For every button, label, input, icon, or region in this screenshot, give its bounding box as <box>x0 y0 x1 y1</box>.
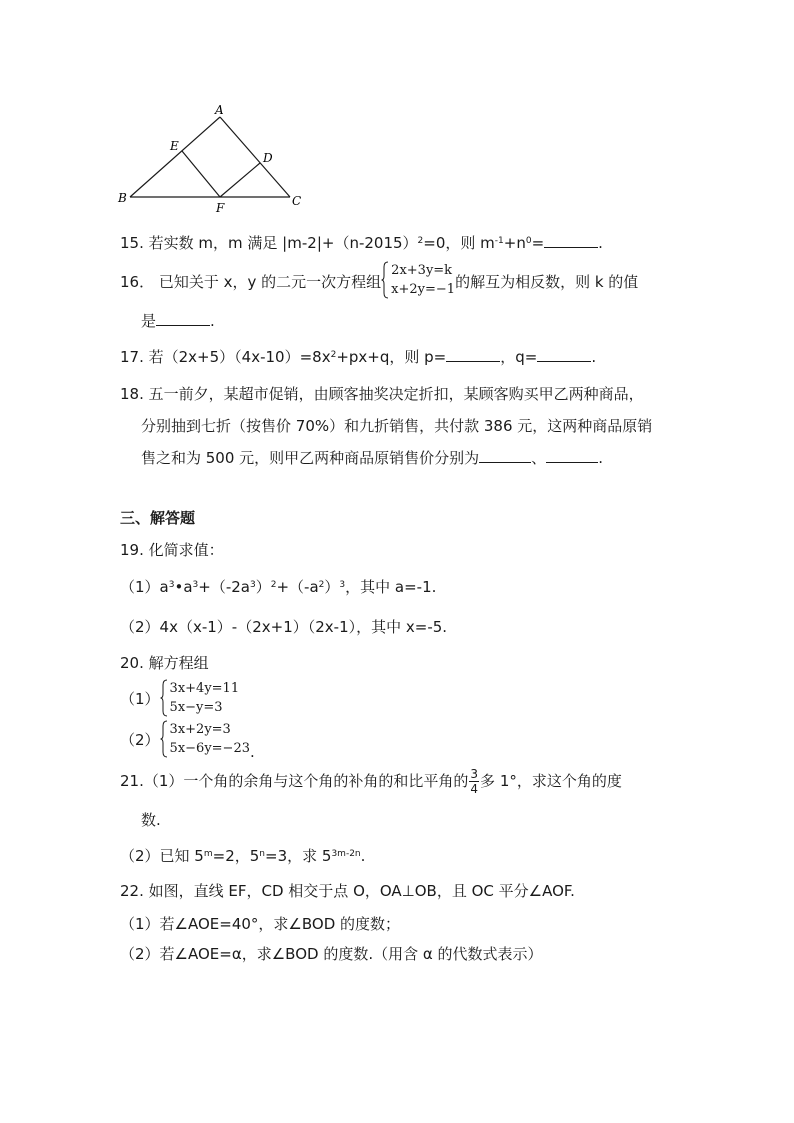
fraction-denominator: 4 <box>470 782 479 796</box>
answer-blank[interactable] <box>479 448 531 463</box>
brace-icon <box>160 720 168 758</box>
question-text: ，q= <box>500 348 538 366</box>
answer-blank[interactable] <box>156 311 210 326</box>
exponent: n <box>259 849 266 859</box>
question-16 <box>120 262 638 302</box>
question-text: 的解互为相反数，则 k 的值 <box>455 273 639 291</box>
segment-ac <box>220 117 290 197</box>
segment-ab <box>130 117 220 197</box>
question-18 <box>120 384 644 404</box>
question-19-part-1 <box>120 577 436 597</box>
period: . <box>249 743 255 761</box>
segment-ef <box>182 151 220 197</box>
exponent: 2 <box>318 580 325 590</box>
question-20 <box>120 653 209 673</box>
question-text: 化简求值： <box>148 541 224 559</box>
question-text: 五一前夕，某超市促销，由顾客抽奖决定折扣，某顾客购买甲乙两种商品， <box>148 385 644 403</box>
abs-inner: m-2 <box>287 234 317 252</box>
equation-system <box>160 720 250 758</box>
equation-line: 2x+3y=k <box>391 262 453 278</box>
answer-blank[interactable] <box>546 448 598 463</box>
label-a: A <box>215 103 224 117</box>
question-text: 分别抽到七折（按售价 70%）和九折销售，共付款 386 元，这两种商品原销 <box>141 417 653 435</box>
question-18-line-2 <box>141 416 652 436</box>
question-text: 售之和为 500 元，则甲乙两种商品原销售价分别为 <box>141 449 480 467</box>
label-b: B <box>118 191 127 205</box>
question-text: = <box>531 234 545 252</box>
question-number: 20. <box>120 654 144 672</box>
label-e: E <box>170 139 179 153</box>
label-c: C <box>292 194 302 208</box>
expr: +（-2a <box>198 578 250 596</box>
question-20-part-1 <box>120 679 239 719</box>
fraction-numerator: 3 <box>470 767 479 781</box>
equation-system <box>381 261 455 299</box>
question-text: 已知关于 x，y 的二元一次方程组 <box>158 273 382 291</box>
exponent: 2 <box>417 236 424 246</box>
question-text: 若实数 m，m 满足 <box>148 234 283 252</box>
expr: ，其中 a=-1. <box>345 578 437 596</box>
equation-line: x+2y=−1 <box>391 281 456 297</box>
answer-blank-q[interactable] <box>537 347 591 362</box>
question-number: 15. <box>120 234 144 252</box>
question-18-line-3 <box>141 448 603 468</box>
equation-line: 3x+2y=3 <box>169 721 231 737</box>
expr: =2，5 <box>212 847 260 865</box>
equation-line: 5x−6y=−23 <box>169 740 250 756</box>
expr: ） <box>255 578 271 596</box>
question-15 <box>120 233 603 253</box>
question-22 <box>120 881 575 901</box>
question-text: 若（2x+5）（4x-10）=8x <box>148 348 331 366</box>
question-text: 如图，直线 EF，CD 相交于点 O，OA⊥OB，且 OC 平分∠AOF. <box>148 882 575 900</box>
expr: =3，求 5 <box>265 847 332 865</box>
question-text: 是 <box>141 312 157 330</box>
exponent: 2 <box>330 350 337 360</box>
abs-open: | <box>282 234 288 252</box>
part-label: （2） <box>120 731 160 749</box>
expr: （1）a <box>120 578 169 596</box>
period: . <box>591 348 597 366</box>
exponent: 2 <box>270 580 277 590</box>
question-text: +（n-2015） <box>321 234 418 252</box>
period: . <box>210 312 215 330</box>
question-text: （1）一个角的余角与这个角的补角的和比平角的 <box>143 772 469 790</box>
question-22-part-2 <box>120 944 543 964</box>
question-number: 22. <box>120 882 144 900</box>
question-number: 17. <box>120 348 144 366</box>
segment-fd <box>220 163 260 197</box>
expr: •a <box>174 578 193 596</box>
section-title: 三、解答题 <box>120 509 196 527</box>
label-d: D <box>263 151 273 165</box>
question-16-line-2 <box>141 311 215 331</box>
equation-line: 5x−y=3 <box>169 699 223 715</box>
triangle-figure <box>110 100 310 215</box>
section-heading <box>120 508 195 528</box>
exponent: 3m-2n <box>331 849 361 859</box>
answer-blank-p[interactable] <box>446 347 500 362</box>
question-number: 16． <box>120 273 155 291</box>
question-21 <box>120 766 622 796</box>
question-17 <box>120 347 596 367</box>
question-22-part-1 <box>120 914 400 934</box>
exponent: 3 <box>168 580 175 590</box>
brace-icon <box>381 261 389 299</box>
equation-system <box>160 679 240 717</box>
question-text: 解方程组 <box>148 654 209 672</box>
fraction <box>469 767 479 796</box>
question-text: 多 1°，求这个角的度 <box>480 772 622 790</box>
expr: +（-a <box>276 578 319 596</box>
expr: （2）已知 5 <box>120 847 204 865</box>
separator: 、 <box>531 449 547 467</box>
exponent: 3 <box>339 580 346 590</box>
expr: ） <box>324 578 340 596</box>
question-19-part-2 <box>120 617 447 637</box>
expr: . <box>360 847 366 865</box>
equation-line: 3x+4y=11 <box>169 680 240 696</box>
question-text: +px+q，则 p= <box>336 348 447 366</box>
question-text: =0，则 m <box>423 234 495 252</box>
question-20-part-2 <box>120 720 255 772</box>
question-21-part-2 <box>120 846 365 866</box>
question-text: （2）若∠AOE=α，求∠BOD 的度数.（用含 α 的代数式表示） <box>120 945 543 963</box>
question-21-line-2 <box>141 810 161 830</box>
period: . <box>598 449 603 467</box>
exponent: -1 <box>494 236 504 246</box>
question-text: （2）4x（x-1）-（2x+1）（2x-1），其中 x=-5. <box>120 618 448 636</box>
question-text: （1）若∠AOE=40°，求∠BOD 的度数； <box>120 915 401 933</box>
question-19 <box>120 540 224 560</box>
part-label: （1） <box>120 690 160 708</box>
question-number: 18. <box>120 385 144 403</box>
label-f: F <box>216 201 225 215</box>
question-text: 数. <box>141 811 161 829</box>
brace-icon <box>160 679 168 717</box>
exponent: 0 <box>525 236 532 246</box>
exponent: 3 <box>249 580 256 590</box>
answer-blank[interactable] <box>544 233 598 248</box>
question-number: 19. <box>120 541 144 559</box>
abs-close: | <box>316 234 322 252</box>
period: . <box>598 234 603 252</box>
question-number: 21. <box>120 772 144 790</box>
question-text: +n <box>503 234 526 252</box>
exponent: m <box>203 849 213 859</box>
exponent: 3 <box>192 580 199 590</box>
